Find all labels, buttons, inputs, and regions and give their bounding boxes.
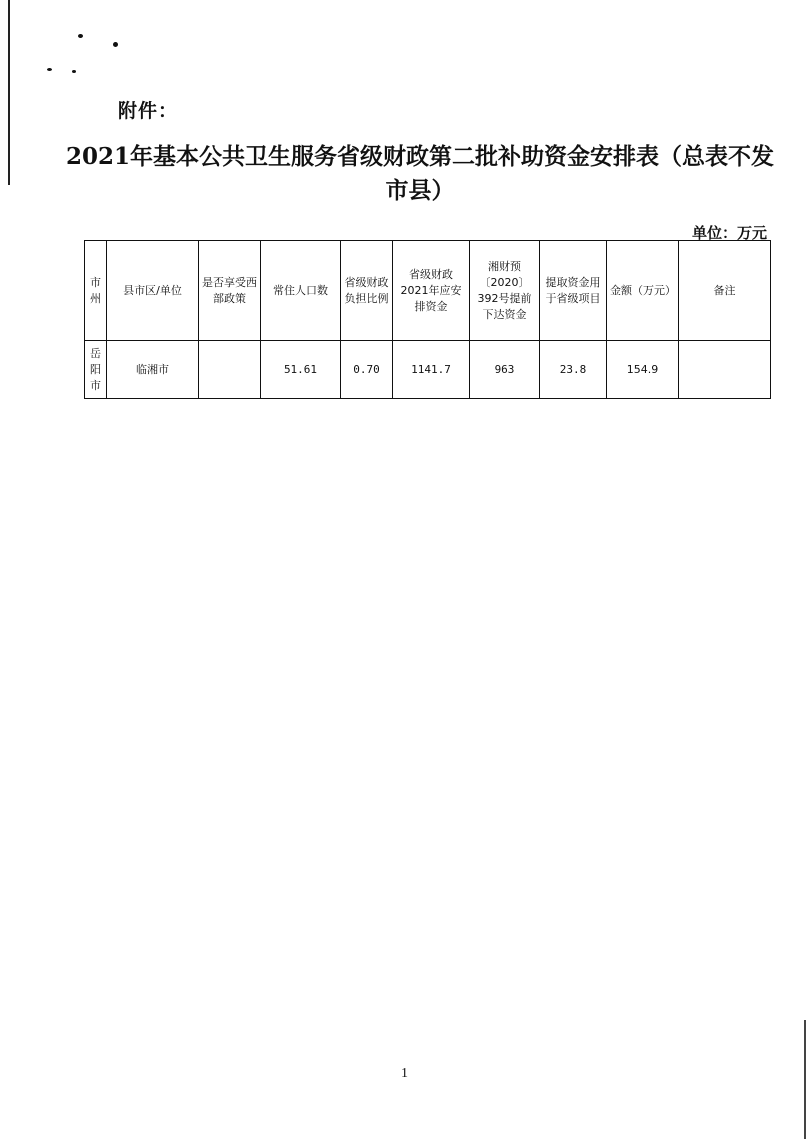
table-row: [85, 341, 771, 399]
cell-amount: 154.9: [607, 341, 679, 399]
header-note: 备注: [679, 241, 771, 341]
cell-population: 51.61: [261, 341, 341, 399]
cell-note: [679, 341, 771, 399]
header-amount: 金额（万元）: [607, 241, 679, 341]
scan-speck: [113, 42, 118, 47]
cell-extracted: 23.8: [540, 341, 607, 399]
table-header-row: [85, 241, 771, 341]
cell-county: 临湘市: [107, 341, 199, 399]
unit-label: 单位：万元: [691, 224, 767, 242]
cell-ratio: 0.70: [341, 341, 393, 399]
document-title: 2021年基本公共卫生服务省级财政第二批补助资金安排表（总表不发市县）: [65, 143, 774, 204]
header-extracted: 提取资金用于省级项目: [540, 241, 607, 341]
header-county: 县市区/单位: [107, 241, 199, 341]
cell-west-policy: [199, 341, 261, 399]
cell-should-allocate: 1141.7: [393, 341, 470, 399]
cell-pre-allocated: 963: [470, 341, 540, 399]
attachment-label: 附件：: [118, 100, 179, 122]
scan-speck: [47, 68, 52, 71]
allocation-table: [84, 240, 771, 399]
scan-speck: [78, 34, 83, 38]
header-ratio: 省级财政负担比例: [341, 241, 393, 341]
page-number: 1: [401, 1066, 408, 1081]
cell-city: 岳阳市: [85, 341, 107, 399]
header-west-policy: 是否享受西部政策: [199, 241, 261, 341]
scan-speck: [72, 70, 76, 73]
header-city: 市州: [85, 241, 107, 341]
scan-edge-left: [8, 0, 10, 185]
header-population: 常住人口数: [261, 241, 341, 341]
header-pre-allocated: 湘财预〔2020〕392号提前下达资金: [470, 241, 540, 341]
header-should-allocate: 省级财政2021年应安排资金: [393, 241, 470, 341]
